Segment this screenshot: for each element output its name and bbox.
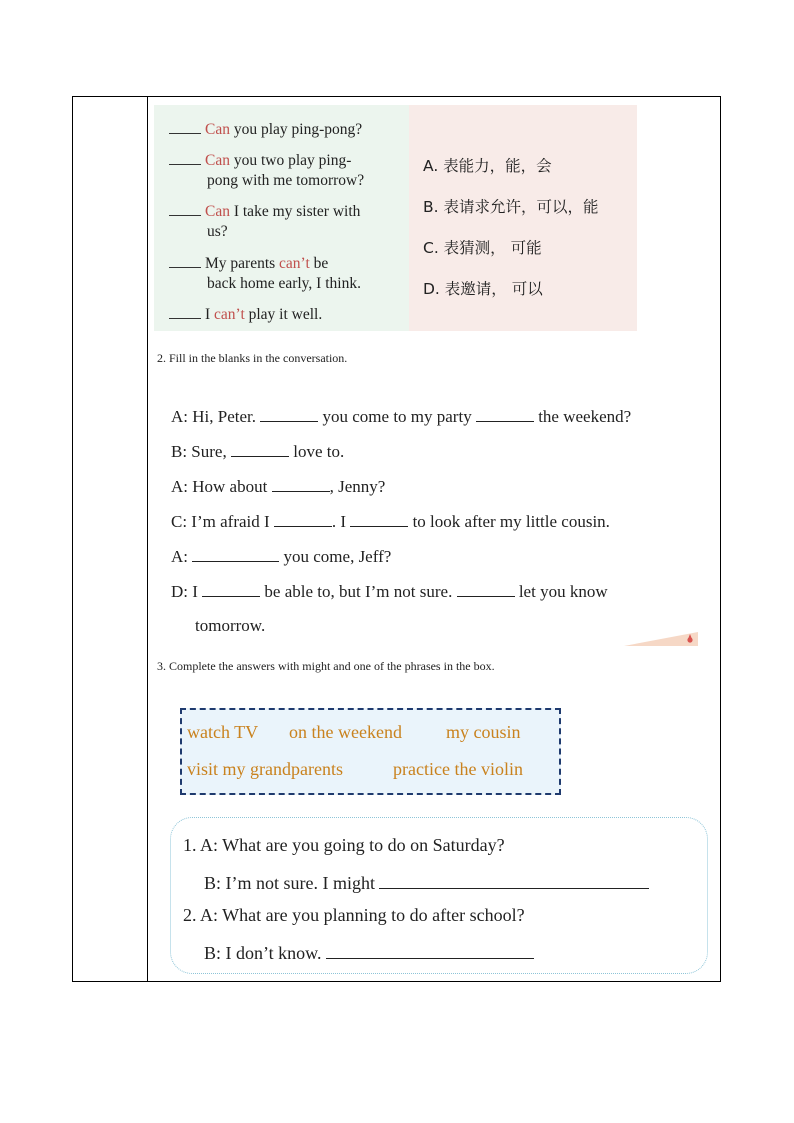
answer-blank[interactable]	[260, 405, 318, 422]
dialog-line: A: Hi, Peter. you come to my party the weekend?	[171, 407, 632, 426]
matching-item: I can’t play it well.	[169, 304, 322, 325]
answer-blank[interactable]	[231, 440, 289, 457]
matching-item: Can you play ping-pong?	[169, 119, 362, 140]
dialog-line: A: you come, Jeff?	[171, 547, 392, 566]
answer-blank[interactable]	[169, 253, 201, 268]
answer-blank[interactable]	[169, 150, 201, 165]
answer-blank[interactable]	[457, 580, 515, 597]
answer-blank[interactable]	[169, 201, 201, 216]
matching-options-panel	[409, 105, 637, 331]
answer-blank[interactable]	[379, 870, 649, 889]
option-d: D. 表邀请， 可以	[423, 280, 543, 298]
phrase-item: on the weekend	[289, 722, 402, 742]
question-line: 2. A: What are you planning to do after school?	[183, 905, 525, 925]
decorative-wedge-icon	[624, 630, 698, 646]
answer-blank[interactable]	[192, 545, 279, 562]
answer-blank[interactable]	[326, 940, 534, 959]
answer-line: B: I don’t know.	[204, 940, 534, 964]
section-3-heading: 3. Complete the answers with might and one of the phrases in the box.	[157, 659, 495, 673]
section-2-heading: 2. Fill in the blanks in the conversation.	[157, 351, 348, 365]
answer-blank[interactable]	[272, 475, 330, 492]
phrase-item: watch TV	[187, 722, 259, 742]
option-c: C. 表猜测， 可能	[423, 239, 542, 257]
phrase-item: my cousin	[446, 722, 521, 742]
dialog-line: D: I be able to, but I’m not sure. let you know	[171, 582, 608, 601]
matching-item: Can you two play ping- pong with me tomorrow?	[169, 150, 364, 191]
answer-blank[interactable]	[274, 510, 332, 527]
matching-item: Can I take my sister with us?	[169, 201, 360, 242]
answer-box	[170, 817, 708, 974]
answer-blank[interactable]	[169, 119, 201, 134]
answer-blank[interactable]	[350, 510, 408, 527]
option-a: A. 表能力，能，会	[423, 157, 552, 175]
dialog-line: A: How about , Jenny?	[171, 477, 386, 496]
dialog-line: C: I’m afraid I . I to look after my little cousin.	[171, 512, 610, 531]
dialog-line: B: Sure, love to.	[171, 442, 345, 461]
phrase-box	[180, 708, 561, 795]
option-b: B. 表请求允许，可以，能	[423, 198, 599, 216]
matching-sentences-panel	[154, 105, 409, 331]
matching-item: My parents can’t be back home early, I think.	[169, 253, 361, 294]
question-line: 1. A: What are you going to do on Saturday?	[183, 835, 505, 855]
answer-blank[interactable]	[202, 580, 260, 597]
phrase-item: practice the violin	[393, 759, 523, 779]
answer-blank[interactable]	[169, 304, 201, 319]
phrase-item: visit my grandparents	[187, 759, 343, 779]
answer-line: B: I’m not sure. I might	[204, 870, 649, 894]
dialog-line: tomorrow.	[195, 616, 266, 635]
answer-blank[interactable]	[476, 405, 534, 422]
table-column-divider	[147, 97, 148, 981]
matching-box	[154, 105, 637, 331]
